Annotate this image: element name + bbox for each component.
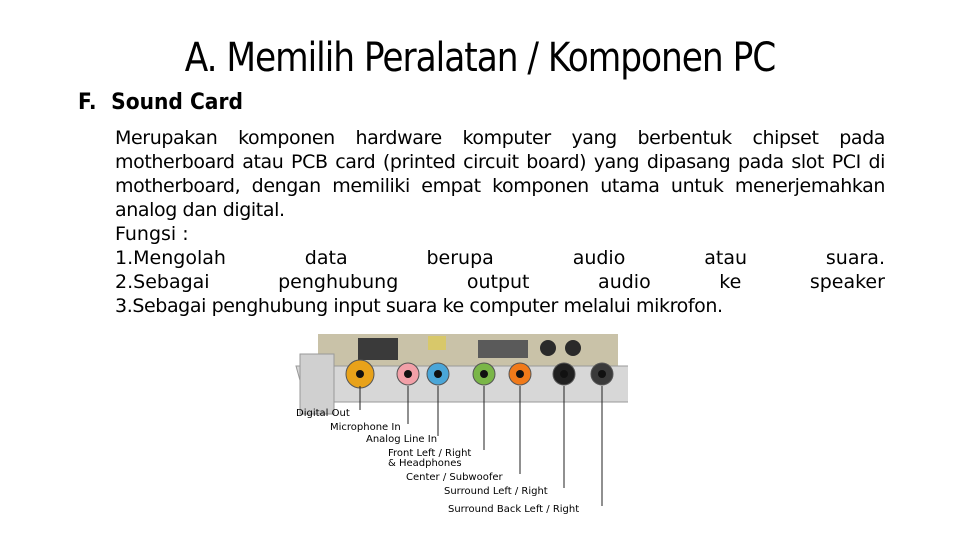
capacitor-icon xyxy=(540,340,556,356)
section-letter: F. xyxy=(78,90,97,115)
port-hole-icon xyxy=(560,370,568,378)
port-label: Center / Subwoofer xyxy=(406,472,503,483)
function-item-1 xyxy=(115,246,885,270)
chip-icon xyxy=(478,340,528,358)
port-label: Front Left / Right xyxy=(388,448,472,459)
port-hole-icon xyxy=(434,370,442,378)
function-2-word: ke xyxy=(719,271,742,293)
function-1-word: 1.Mengolah xyxy=(115,247,226,269)
function-1-word: suara. xyxy=(825,247,885,269)
port-hole-icon xyxy=(598,370,606,378)
body-text xyxy=(115,126,885,318)
function-1-word: atau xyxy=(704,247,748,269)
function-2-word: output xyxy=(466,271,530,293)
port-hole-icon xyxy=(356,370,364,378)
port-label: & Headphones xyxy=(388,458,462,469)
section-title: Sound Card xyxy=(111,90,243,115)
slide-title: A. Memilih Peralatan / Komponen PC xyxy=(184,35,776,81)
function-1-word: berupa xyxy=(426,247,494,269)
function-item-2 xyxy=(115,270,885,294)
sound-card-illustration xyxy=(288,326,628,526)
description-paragraph: Merupakan komponen hardware komputer yang berbentuk chipset pada motherboard atau PCB card (printed circuit board) yang dipasang pada slot PCI di motherboard, dengan memiliki empat komponen utama untuk menerjemahkan analog dan digital. xyxy=(115,127,885,221)
function-2-word: speaker xyxy=(809,271,885,293)
function-2-word: audio xyxy=(598,271,651,293)
port-hole-icon xyxy=(480,370,488,378)
function-2-word: 2.Sebagai xyxy=(115,271,210,293)
fungsi-label: Fungsi : xyxy=(115,223,189,245)
port-label: Analog Line In xyxy=(366,434,438,445)
chip-icon xyxy=(358,338,398,360)
port-label: Surround Left / Right xyxy=(444,486,548,497)
capacitor-icon xyxy=(565,340,581,356)
section-heading xyxy=(78,88,243,118)
capacitor-icon xyxy=(428,336,446,350)
port-label: Surround Back Left / Right xyxy=(448,504,580,515)
function-1-word: data xyxy=(304,247,348,269)
port-label: Digital Out xyxy=(296,408,350,419)
bracket-tab xyxy=(300,354,334,414)
port-label: Microphone In xyxy=(330,422,401,433)
port-hole-icon xyxy=(404,370,412,378)
function-2-word: penghubung xyxy=(278,271,399,293)
function-item-3: 3.Sebagai penghubung input suara ke computer melalui mikrofon. xyxy=(115,295,723,317)
function-1-word: audio xyxy=(572,247,626,269)
port-hole-icon xyxy=(516,370,524,378)
